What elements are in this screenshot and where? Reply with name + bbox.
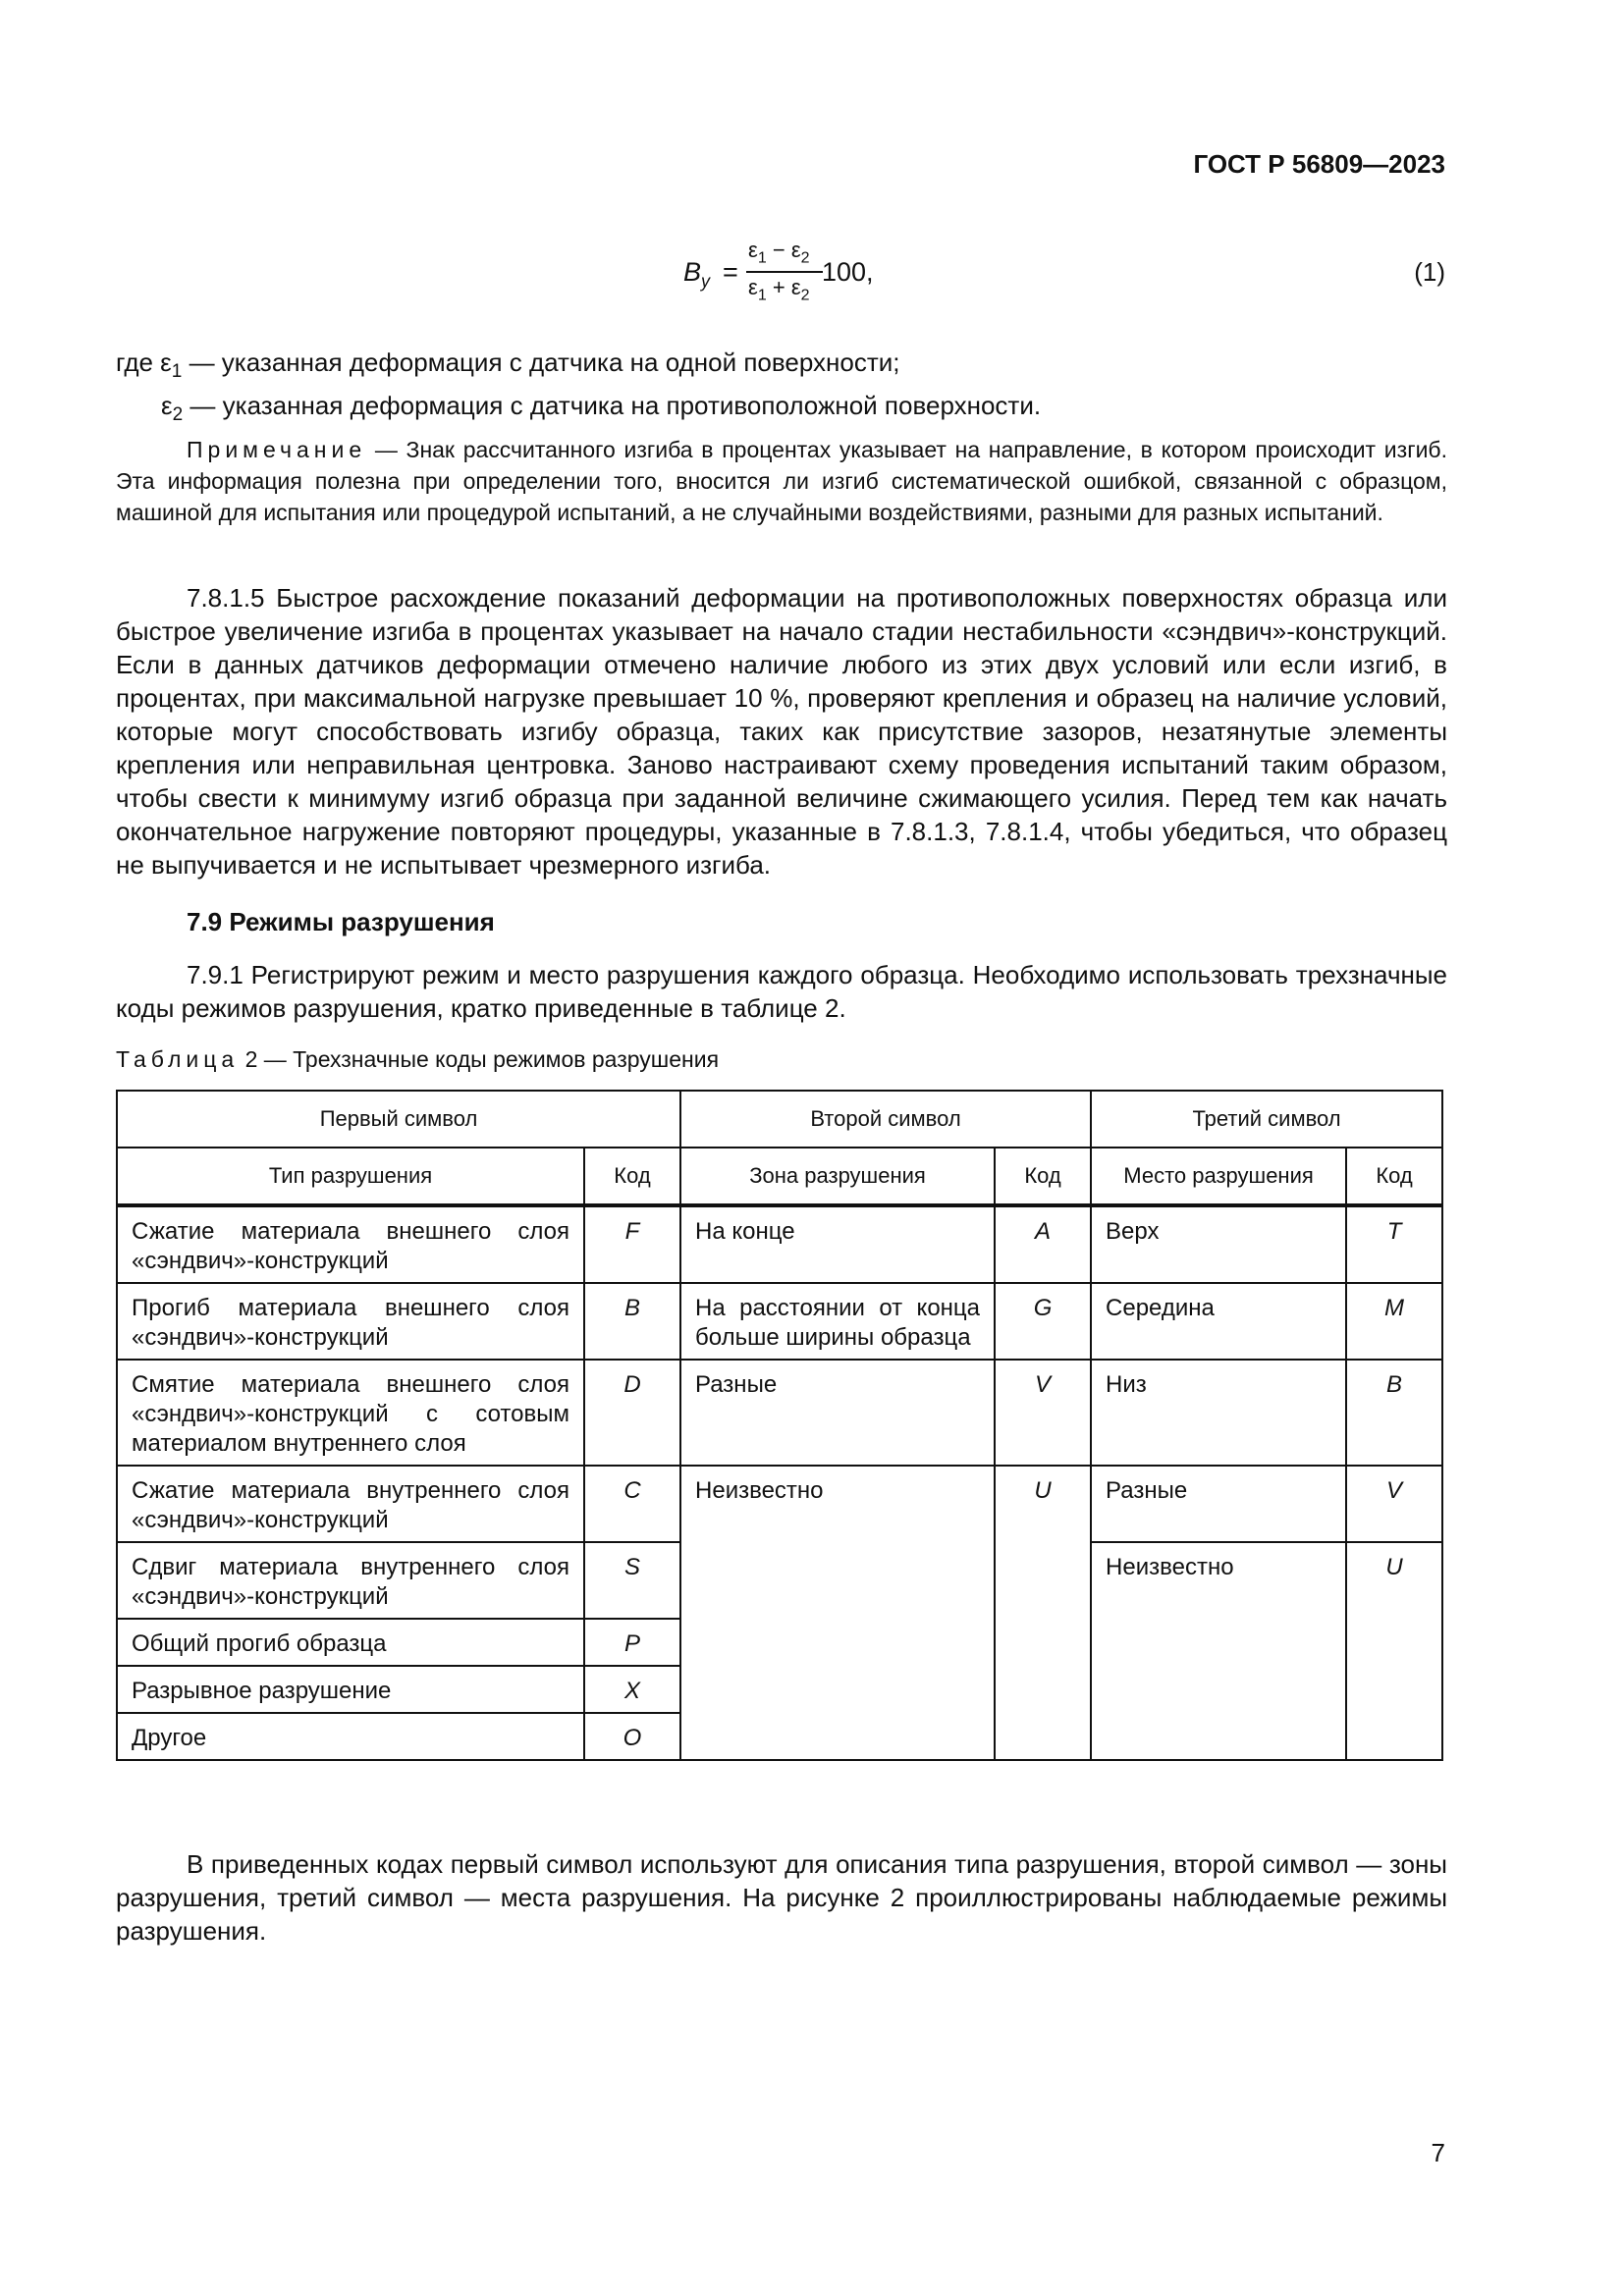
paragraph-7-9-1: 7.9.1 Регистрируют режим и место разрушения каждого образца. Необходимо использовать трехзначные коды режимов разрушения, кратко приведенные в таблице 2. — [116, 960, 1447, 1023]
col-header-failure-zone: Зона разрушения — [680, 1148, 995, 1205]
paragraph-7-8-1-5: 7.8.1.5 Быстрое расхождение показаний деформации на противоположных поверхностях образца или быстрое увеличение изгиба в процентах указывает на начало стадии нестабильности «сэндвич»-конструкций. Если в данных датчиков деформации отмечено наличие любого из этих двух условий или если изгиб, в процентах, при максимальной нагрузке превышает 10 %, проверяют крепления и образец на наличие условий, которые могут способствовать изгибу образца, таких как присутствие зазоров, незатянутые элементы крепления или неправильная центровка. Заново настраивают схему проведения испытаний таким образом, чтобы свести к минимуму изгиб образца при заданной величине сжимающего усилия. Перед тем как начать окончательное нагружение повторяют процедуры, указанные в 7.8.1.3, 7.8.1.4, чтобы убедиться, что образец не выпучивается и не испытывает чрезмерного изгиба. — [116, 583, 1447, 880]
table-row — [117, 1283, 1442, 1360]
failure-type-code: P — [584, 1619, 680, 1666]
failure-type-cell: Сжатие материала внутреннего слоя «сэндвич»-конструкций — [117, 1466, 584, 1542]
where-line-2: $\varepsilon_2$ — указанная деформация с датчика на противоположной поверхности. — [161, 391, 1042, 426]
table-group-header-row — [117, 1091, 1442, 1148]
bending-formula — [681, 238, 878, 316]
col-header-failure-location: Место разрушения — [1091, 1148, 1346, 1205]
failure-type-cell: Смятие материала внешнего слоя «сэндвич»-конструкций с сотовым материалом внутреннего слоя — [117, 1360, 584, 1466]
failure-zone-code: A — [995, 1205, 1091, 1283]
paragraph-after-table: В приведенных кодах первый символ используют для описания типа разрушения, второй символ — зоны разрушения, третий символ — места разрушения. На рисунке 2 проиллюстрированы наблюдаемые режимы разрушения. — [116, 1849, 1447, 1946]
col-header-code: Код — [584, 1148, 680, 1205]
group-header-first: Первый символ — [117, 1091, 680, 1148]
where-line-1: где $\varepsilon_1$ — указанная деформация с датчика на одной поверхности; — [116, 347, 900, 383]
formula-number: (1) — [1414, 257, 1445, 287]
failure-zone-code: U — [995, 1466, 1091, 1760]
table-row — [117, 1205, 1442, 1283]
failure-location-code: B — [1346, 1360, 1442, 1466]
failure-type-cell: Другое — [117, 1713, 584, 1760]
failure-location-code: U — [1346, 1542, 1442, 1760]
failure-type-code: F — [584, 1205, 680, 1283]
failure-zone-code: V — [995, 1360, 1091, 1466]
document-header: ГОСТ Р 56809—2023 — [1193, 149, 1445, 179]
failure-type-code: O — [584, 1713, 680, 1760]
failure-location-cell: Неизвестно — [1091, 1542, 1346, 1760]
col-header-code: Код — [995, 1148, 1091, 1205]
table-row — [117, 1360, 1442, 1466]
failure-location-cell: Верх — [1091, 1205, 1346, 1283]
failure-type-code: D — [584, 1360, 680, 1466]
page-number: 7 — [1431, 2138, 1445, 2167]
failure-type-cell: Разрывное разрушение — [117, 1666, 584, 1713]
section-title: 7.9 Режимы разрушения — [187, 907, 495, 936]
formula-multiplier: 100, — [822, 257, 874, 287]
failure-location-code: V — [1346, 1466, 1442, 1542]
failure-location-cell: Разные — [1091, 1466, 1346, 1542]
table-column-header-row — [117, 1148, 1442, 1205]
note-label: Примечание — [187, 437, 367, 462]
failure-type-cell: Прогиб материала внешнего слоя «сэндвич»-конструкций — [117, 1283, 584, 1360]
failure-type-code: X — [584, 1666, 680, 1713]
failure-location-code: T — [1346, 1205, 1442, 1283]
col-header-failure-type: Тип разрушения — [117, 1148, 584, 1205]
col-header-code: Код — [1346, 1148, 1442, 1205]
note-paragraph: Примечание — Знак рассчитанного изгиба в процентах указывает на направление, в котором происходит изгиб. Эта информация полезна при определении того, вносится ли изгиб систематической ошибкой, связанной с образцом, машиной для испытания или процедурой испытаний, а не случайными воздействиями, разными для разных испытаний. — [116, 437, 1447, 525]
formula-denominator: $\varepsilon_1 + \varepsilon_2$ — [748, 275, 810, 304]
formula-numerator: $\varepsilon_1 - \varepsilon_2$ — [748, 238, 810, 267]
group-header-second: Второй символ — [680, 1091, 1091, 1148]
failure-type-cell: Сдвиг материала внутреннего слоя «сэндвич»-конструкций — [117, 1542, 584, 1619]
failure-type-code: S — [584, 1542, 680, 1619]
failure-type-code: C — [584, 1466, 680, 1542]
failure-codes-table — [116, 1090, 1443, 1761]
failure-zone-cell: Неизвестно — [680, 1466, 995, 1760]
table-caption: Таблица 2 — Трехзначные коды режимов разрушения — [116, 1046, 720, 1072]
group-header-third: Третий символ — [1091, 1091, 1442, 1148]
failure-location-cell: Середина — [1091, 1283, 1346, 1360]
failure-zone-cell: Разные — [680, 1360, 995, 1466]
failure-zone-cell: На конце — [680, 1205, 995, 1283]
failure-type-cell: Сжатие материала внешнего слоя «сэндвич»-конструкций — [117, 1205, 584, 1283]
failure-location-cell: Низ — [1091, 1360, 1346, 1466]
failure-type-code: B — [584, 1283, 680, 1360]
table-row — [117, 1466, 1442, 1542]
failure-type-cell: Общий прогиб образца — [117, 1619, 584, 1666]
failure-zone-cell: На расстоянии от конца больше ширины образца — [680, 1283, 995, 1360]
failure-zone-code: G — [995, 1283, 1091, 1360]
failure-location-code: M — [1346, 1283, 1442, 1360]
formula-lhs: $B_y$ — [683, 257, 711, 292]
fraction-bar — [746, 271, 823, 273]
formula-equals: = — [723, 257, 738, 287]
